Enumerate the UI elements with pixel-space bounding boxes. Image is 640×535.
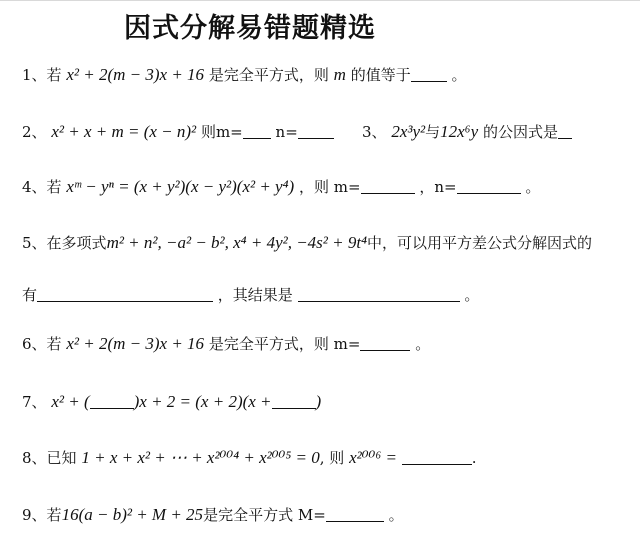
q2-n-label: n=	[275, 123, 298, 141]
question-4	[22, 175, 540, 199]
q6-end: 。	[415, 335, 431, 353]
q2-then: 则	[200, 123, 216, 141]
q5-number: 5、	[22, 234, 47, 252]
q4-pre: 若	[46, 178, 62, 196]
q1-math: x² + 2(m − 3)x + 16	[66, 65, 205, 84]
q7-part-a: x² + (	[51, 392, 90, 411]
q3-term-a: 2x³y²	[391, 122, 426, 141]
question-5-line-2	[22, 283, 479, 307]
q2-math: x² + x + m = (x − n)²	[51, 122, 197, 141]
q1-end: 。	[451, 66, 467, 84]
q3-term-b: 12x⁶y	[440, 122, 479, 141]
question-7	[22, 390, 321, 414]
q2-m-label: m=	[215, 123, 243, 141]
top-border	[0, 0, 640, 1]
question-1	[22, 63, 467, 87]
q7-part-b: )x + 2 = (x + 2)(x +	[133, 392, 272, 411]
q3-answer-blank[interactable]	[558, 124, 572, 139]
q7-blank-2[interactable]	[272, 394, 316, 409]
q8-answer-blank[interactable]	[402, 450, 472, 465]
q5-line2-mid: ，其结果是	[217, 286, 293, 304]
q8-then: , 则	[319, 449, 345, 467]
q8-ask: x²⁰⁰⁶ =	[349, 448, 397, 467]
q8-number: 8、	[22, 449, 47, 467]
q6-number: 6、	[22, 335, 47, 353]
q4-number: 4、	[22, 178, 47, 196]
q7-part-c: )	[315, 392, 322, 411]
q5-polynomial-blank[interactable]	[37, 287, 213, 302]
q9-pre: 若	[46, 506, 62, 524]
q9-m-label: M=	[297, 506, 326, 524]
question-5	[22, 231, 592, 255]
question-9	[22, 503, 404, 527]
page-title: 因式分解易错题精选	[124, 13, 376, 44]
q7-number: 7、	[22, 393, 47, 411]
q1-mid: 是完全平方式，则	[208, 66, 329, 84]
q4-math: xᵐ − yⁿ = (x + y²)(x − y²)(x² + y⁴)	[66, 177, 295, 196]
q2-number: 2、	[22, 123, 47, 141]
q3-and: 与	[425, 123, 441, 141]
q8-end: .	[471, 449, 477, 467]
q4-n-label: ，n=	[419, 178, 457, 196]
q6-m-blank[interactable]	[360, 336, 410, 351]
q6-post: 是完全平方式，则	[208, 335, 329, 353]
q9-post: 是完全平方式	[203, 506, 294, 524]
q2-m-blank[interactable]	[243, 124, 271, 139]
q4-then: ，则	[298, 178, 329, 196]
q9-math: 16(a − b)² + M + 25	[61, 505, 204, 524]
q5-line2-pre: 有	[22, 286, 38, 304]
question-3	[362, 120, 572, 144]
q4-n-blank[interactable]	[457, 179, 521, 194]
q6-math: x² + 2(m − 3)x + 16	[66, 334, 205, 353]
q1-post: 的值等于	[350, 66, 411, 84]
question-6	[22, 332, 430, 356]
q8-pre: 已知	[46, 449, 77, 467]
q3-post: 的公因式是	[482, 123, 558, 141]
q1-number: 1、	[22, 66, 47, 84]
q6-pre: 若	[46, 335, 62, 353]
q9-end: 。	[388, 506, 404, 524]
question-2	[22, 120, 622, 144]
q5-pre: 在多项式	[46, 234, 107, 252]
q8-math: 1 + x + x² + ⋯ + x²⁰⁰⁴ + x²⁰⁰⁵ = 0	[81, 448, 320, 467]
q5-result-blank[interactable]	[298, 287, 460, 302]
q1-var: m	[333, 65, 346, 84]
q6-m-label: m=	[333, 335, 361, 353]
q5-post: 中，可以用平方差公式分解因式的	[367, 234, 593, 252]
question-8	[22, 446, 477, 470]
q7-blank-1[interactable]	[90, 394, 134, 409]
q5-end: 。	[464, 286, 480, 304]
q9-number: 9、	[22, 506, 47, 524]
q1-pre: 若	[46, 66, 62, 84]
q5-math: m² + n², −a² − b², x⁴ + 4y², −4s² + 9t⁴	[106, 233, 367, 252]
q2-n-blank[interactable]	[298, 124, 334, 139]
q4-m-label: m=	[333, 178, 361, 196]
q9-m-blank[interactable]	[326, 507, 384, 522]
q4-m-blank[interactable]	[361, 179, 415, 194]
q4-end: 。	[525, 178, 541, 196]
q1-answer-blank[interactable]	[411, 67, 447, 82]
q3-number: 3、	[362, 123, 387, 141]
